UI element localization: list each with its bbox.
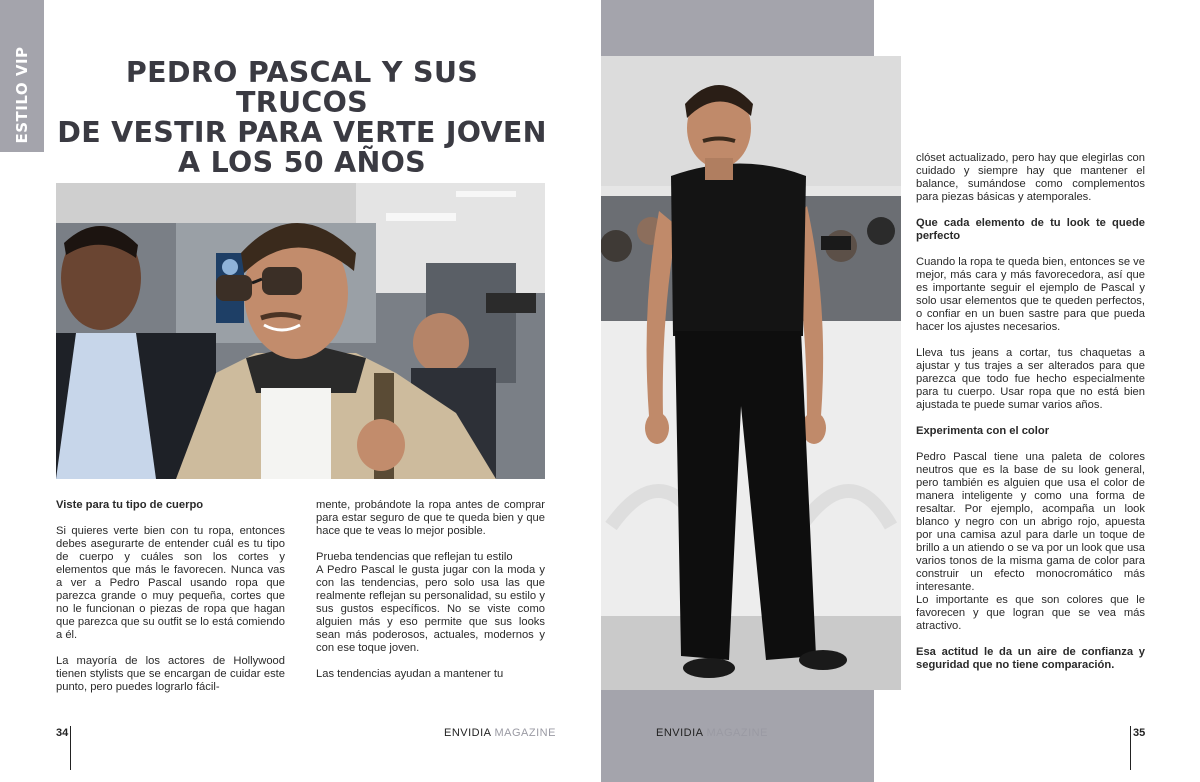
headline-line3: A LOS 50 AÑOS	[178, 146, 426, 179]
paragraph: Si quieres verte bien con tu ropa, entonces debes asegurarte de entender cuál es tu tipo de cuerpo y cuáles son los cortes y elementos que más le favorecen. Nunca vas a ver a Pedro Pascal usando ropa que parezca grande o muy pequeña, cortes que no le funcionan o piezas de ropa que hagan que parezca que su outfit se lo está comiendo a él.	[56, 525, 285, 641]
headline-name: PEDRO PASCAL	[125, 56, 372, 89]
paragraph: La mayoría de los actores de Hollywood tienen stylists que se encargan de cuidar este punto, pero puedes lograrlo fácil-	[56, 655, 285, 693]
paragraph: Lleva tus jeans a cortar, tus chaquetas a ajustar y tus trajes a ser alterados para que parezca que todo fue hecho especialmente para tu cuerpo. Usar ropa que no está bien ajustada te puede sumar varios años.	[916, 347, 1145, 411]
closing-line: Esa actitud le da un aire de confianza y seguridad que no tiene comparación.	[916, 646, 1145, 671]
page-number-left: 34	[56, 727, 69, 739]
magazine-name-bold: ENVIDIA	[444, 727, 491, 739]
text-column-3	[916, 152, 1145, 685]
paragraph: A Pedro Pascal le gusta jugar con la moda y con las tendencias, pero solo usa las que realmente reflejan su personalidad, su estilo y sus gustos específicos. No se viste como alguien más y eso permite que sus looks sean más poderosos, actuales, modernos y con ese toque joven.	[316, 564, 545, 654]
headline-line1: Y SUS TRUCOS	[236, 56, 479, 119]
magazine-name-left	[444, 727, 556, 739]
section-tab-label: ESTILO VIP	[13, 46, 31, 144]
subhead-color: Experimenta con el color	[916, 425, 1050, 437]
paragraph: Pedro Pascal tiene una paleta de colores neutros que es la base de su look general, pero también es alguien que usa el color de manera inteligente y como una forma de resaltar. Por ejemplo, acompaña un look blanco y negro con un abrigo rojo, apuesta por una camisa azul para darle un toque de brillo a un atiendo o se va por un look que usa varios tonos de la misma gama de color para construir un efecto monocromático más interesante.	[916, 451, 1145, 593]
magazine-name-thin: MAGAZINE	[706, 727, 768, 739]
paragraph: mente, probándote la ropa antes de comprar para estar seguro de que te queda bien y que hace que te veas lo mejor posible.	[316, 499, 545, 537]
article-headline	[56, 58, 548, 178]
headline-line2: DE VESTIR PARA VERTE JOVEN	[57, 116, 547, 149]
magazine-name-thin: MAGAZINE	[494, 727, 556, 739]
photo-airport	[56, 183, 545, 479]
folio-rule-right	[1130, 726, 1131, 770]
text-column-2	[316, 499, 545, 694]
section-tab	[0, 0, 44, 152]
folio-rule-left	[70, 726, 71, 770]
paragraph: Cuando la ropa te queda bien, entonces se ve mejor, más cara y más favorecedora, así que es importante seguir el ejemplo de Pascal y solo usar elementos que te queden perfectos, o confiar en un buen sastre para que pueda hacer los ajustes necesarios.	[916, 256, 1145, 333]
subhead-fit: Que cada elemento de tu look te quede perfecto	[916, 217, 1145, 242]
text-column-1	[56, 499, 285, 707]
photo-photocall	[601, 56, 901, 690]
paragraph: Lo importante es que son colores que le favorecen y que logran que se vea más atractivo.	[916, 594, 1145, 632]
subhead-trends: Prueba tendencias que reflejan tu estilo	[316, 551, 513, 563]
magazine-name-bold: ENVIDIA	[656, 727, 703, 739]
paragraph: Las tendencias ayudan a mantener tu	[316, 668, 504, 680]
magazine-name-right	[656, 727, 768, 739]
subhead-body-type: Viste para tu tipo de cuerpo	[56, 499, 204, 511]
page-number-right: 35	[1133, 727, 1146, 739]
paragraph: clóset actualizado, pero hay que elegirlas con cuidado y siempre hay que mantener el balance, sumándose como complementos para piezas básicas y atemporales.	[916, 152, 1145, 203]
